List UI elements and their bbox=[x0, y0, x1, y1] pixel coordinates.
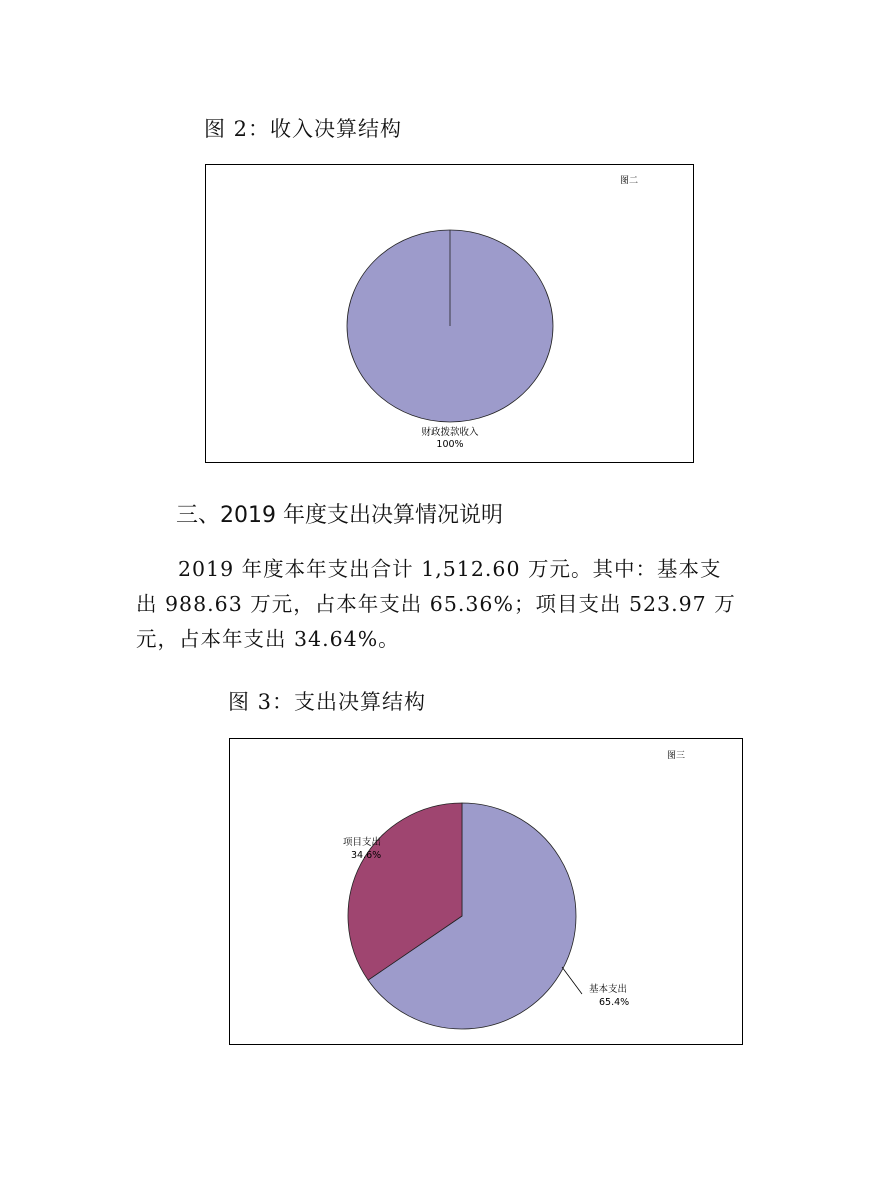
paragraph-line: 出 988.63 万元，占本年支出 65.36%；项目支出 523.97 万 bbox=[136, 592, 736, 616]
figure3-slice-value-basic: 65.4% bbox=[599, 997, 630, 1008]
figure3-leader-line bbox=[562, 967, 582, 994]
figure3-slice-label-project: 项目支出 bbox=[343, 837, 382, 848]
section-heading: 三、2019 年度支出决算情况说明 bbox=[176, 503, 503, 528]
paragraph-line: 2019 年度本年支出合计 1,512.60 万元。其中：基本支 bbox=[178, 557, 722, 581]
figure3-chart-title: 图三 bbox=[667, 751, 686, 761]
figure3-pie-chart bbox=[229, 738, 743, 1045]
figure3-caption: 图 3：支出决算结构 bbox=[228, 690, 427, 714]
paragraph-line: 元，占本年支出 34.64%。 bbox=[136, 627, 400, 651]
figure2-slice-label: 财政拨款收入 bbox=[421, 427, 479, 438]
body-paragraph bbox=[136, 552, 748, 657]
figure2-chart-title: 图二 bbox=[620, 176, 639, 186]
figure2-slice-value: 100% bbox=[436, 439, 464, 450]
figure3-slice-label-basic: 基本支出 bbox=[589, 984, 628, 995]
figure3-slice-value-project: 34.6% bbox=[351, 850, 382, 861]
figure2-pie-chart bbox=[205, 164, 694, 463]
figure2-caption: 图 2：收入决算结构 bbox=[204, 117, 403, 141]
